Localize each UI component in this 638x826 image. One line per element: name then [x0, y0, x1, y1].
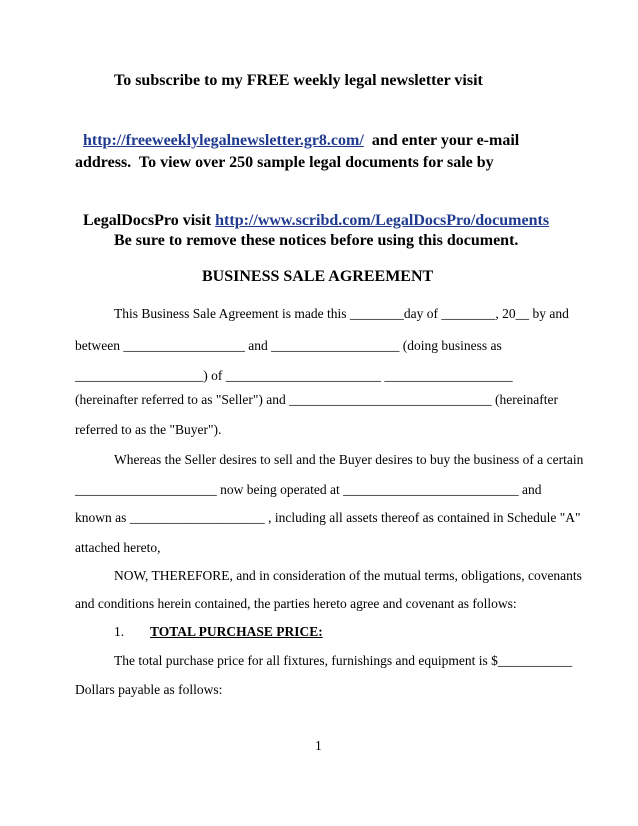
body-line-10: NOW, THEREFORE, and in consideration of the mutual terms, obligations, covenants — [114, 568, 582, 583]
body-line-2: between __________________ and ___________________ (doing business as — [75, 338, 502, 353]
price-line: The total purchase price for all fixtures, furnishings and equipment is $___________ — [114, 653, 573, 668]
legaldocspro-link[interactable]: http://www.scribd.com/LegalDocsPro/documents — [215, 212, 550, 229]
body-line-9: attached hereto, — [75, 540, 161, 555]
body-line-3: ___________________) of _______________________ ___________________ — [75, 368, 513, 383]
notice-line-4-prefix: LegalDocsPro visit — [83, 212, 216, 229]
document-title: BUSINESS SALE AGREEMENT — [202, 268, 434, 285]
notice-line-4 — [75, 194, 549, 230]
body-line-7: _____________________ now being operated at __________________________ and — [75, 482, 542, 497]
body-line-11: and conditions herein contained, the parties hereto agree and covenant as follows: — [75, 596, 517, 611]
section-1-number: 1. — [114, 624, 125, 639]
notice-line-5: Be sure to remove these notices before using this document. — [114, 232, 519, 249]
notice-line-2-rest: and enter your e-mail — [371, 132, 520, 149]
dollars-line: Dollars payable as follows: — [75, 682, 223, 697]
body-line-6: Whereas the Seller desires to sell and the Buyer desires to buy the business of a certain — [114, 452, 584, 467]
body-line-4: (hereinafter referred to as "Seller") and ______________________________ (hereinafter — [75, 392, 558, 407]
body-line-8: known as ____________________ , including all assets thereof as contained in Schedule "A" — [75, 510, 581, 525]
section-1-title: TOTAL PURCHASE PRICE: — [150, 624, 323, 639]
body-line-5: referred to as the "Buyer"). — [75, 422, 222, 437]
notice-line-3: address. To view over 250 sample legal documents for sale by — [75, 154, 494, 171]
notice-line-1: To subscribe to my FREE weekly legal newsletter visit — [114, 72, 483, 89]
body-line-1: This Business Sale Agreement is made this ________day of ________, 20__ by and — [114, 306, 569, 321]
notice-line-2 — [75, 114, 519, 150]
page-number: 1 — [315, 738, 322, 753]
newsletter-link[interactable]: http://freeweeklylegalnewsletter.gr8.com/ — [83, 132, 364, 149]
